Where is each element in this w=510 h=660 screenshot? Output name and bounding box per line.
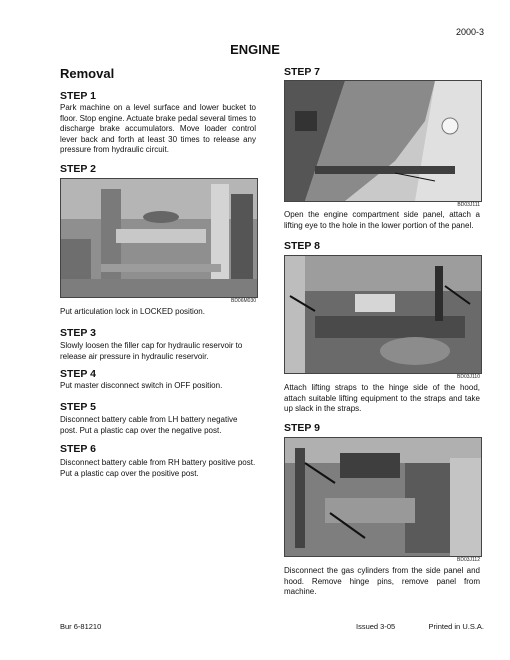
step-8-text: Attach lifting straps to the hinge side of the hood, attach suitable lifting equipment to the straps and take up slack in the straps. bbox=[284, 383, 480, 413]
step-7-image-code: BD03J111 bbox=[457, 202, 480, 208]
section-title: Removal bbox=[60, 66, 115, 81]
step-7-photo bbox=[284, 80, 482, 202]
step-2-text: Put articulation lock in LOCKED position. bbox=[60, 307, 205, 316]
step-9-photo bbox=[284, 437, 482, 557]
step-8-label: STEP 8 bbox=[284, 240, 320, 252]
step-5-label: STEP 5 bbox=[60, 401, 96, 413]
footer-bur: Bur 6-81210 bbox=[60, 622, 102, 631]
step-1-text: Park machine on a level surface and lower bucket to floor. Stop engine. Actuate brake pedal several times to discharge brake accumulators. Move loader control lever back and forth at least 30 times to release any pressure from hydraulic circuit. bbox=[60, 103, 256, 154]
page-number: 2000-3 bbox=[455, 27, 484, 37]
step-8-photo bbox=[284, 255, 482, 374]
step-5-text: Disconnect battery cable from LH battery negative post. Put a plastic cap over the negative post. bbox=[60, 415, 238, 435]
footer-issued: Issued 3-05 bbox=[356, 622, 396, 631]
step-7-label: STEP 7 bbox=[284, 66, 320, 78]
footer-printed: Printed in U.S.A. bbox=[428, 622, 484, 631]
step-3-text: Slowly loosen the filler cap for hydraulic reservoir to release air pressure in hydraulic reservoir. bbox=[60, 341, 243, 361]
step-2-label: STEP 2 bbox=[60, 163, 96, 175]
step-2-photo bbox=[60, 178, 258, 298]
step-8-image-code: BD03J110 bbox=[457, 374, 480, 380]
step-9-text: Disconnect the gas cylinders from the side panel and hood. Remove hinge pins, remove panel from machine. bbox=[284, 566, 480, 596]
step-3-label: STEP 3 bbox=[60, 327, 96, 339]
step-7-text: Open the engine compartment side panel, attach a lifting eye to the hole in the lower portion of the panel. bbox=[284, 210, 480, 230]
step-2-image-code: BD06M030 bbox=[230, 298, 256, 304]
step-6-label: STEP 6 bbox=[60, 443, 96, 455]
page-title: ENGINE bbox=[230, 42, 280, 57]
step-4-text: Put master disconnect switch in OFF position. bbox=[60, 381, 223, 390]
step-4-label: STEP 4 bbox=[60, 368, 96, 380]
step-1-label: STEP 1 bbox=[60, 90, 96, 102]
step-6-text: Disconnect battery cable from RH battery positive post. Put a plastic cap over the positive post. bbox=[60, 458, 256, 478]
step-9-label: STEP 9 bbox=[284, 422, 320, 434]
step-9-image-code: BD03J112 bbox=[457, 557, 480, 563]
